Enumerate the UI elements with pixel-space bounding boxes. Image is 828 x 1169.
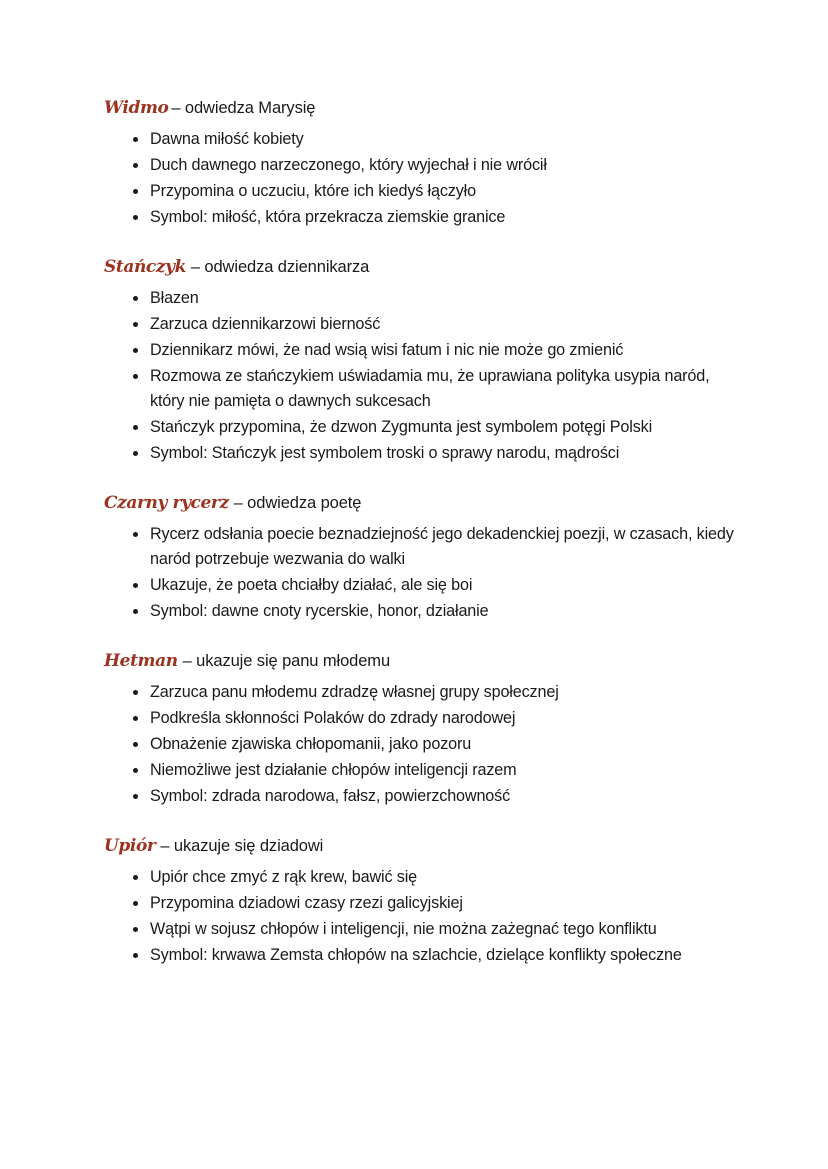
list-item: Wątpi w sojusz chłopów i inteligencji, nie można zażegnać tego konfliktu [104,917,748,942]
bullet-list [104,286,748,466]
section-title: Stańczyk [104,257,186,277]
bullet-list [104,127,748,230]
section-subtitle: – ukazuje się panu młodemu [182,652,391,670]
list-item: Symbol: Stańczyk jest symbolem troski o sprawy narodu, mądrości [104,441,748,466]
section-heading [104,490,748,515]
list-item: Dawna miłość kobiety [104,127,748,152]
list-item: Obnażenie zjawiska chłopomanii, jako pozoru [104,732,748,757]
list-item: Przypomina dziadowi czasy rzezi galicyjskiej [104,891,748,916]
section-stańczyk [104,254,748,466]
list-item: Symbol: zdrada narodowa, fałsz, powierzchowność [104,784,748,809]
bullet-list [104,865,748,968]
list-item: Rycerz odsłania poecie beznadziejność jego dekadenckiej poezji, w czasach, kiedy naród potrzebuje wezwania do walki [104,522,748,572]
section-subtitle: – ukazuje się dziadowi [160,837,324,855]
list-item: Zarzuca panu młodemu zdradzę własnej grupy społecznej [104,680,748,705]
list-item: Przypomina o uczuciu, które ich kiedyś łączyło [104,179,748,204]
section-czarny-rycerz [104,490,748,624]
section-upiór [104,833,748,968]
section-hetman [104,648,748,809]
list-item: Rozmowa ze stańczykiem uświadamia mu, że uprawiana polityka usypia naród, który nie pamięta o dawnych sukcesach [104,364,748,414]
section-title: Hetman [104,651,178,671]
section-heading [104,95,748,120]
section-heading [104,254,748,279]
list-item: Podkreśla skłonności Polaków do zdrady narodowej [104,706,748,731]
list-item: Błazen [104,286,748,311]
sections-container [104,95,748,968]
list-item: Dziennikarz mówi, że nad wsią wisi fatum i nic nie może go zmienić [104,338,748,363]
section-title: Widmo [104,98,169,118]
list-item: Niemożliwe jest działanie chłopów inteligencji razem [104,758,748,783]
section-heading [104,833,748,858]
section-title: Czarny rycerz [104,493,229,513]
list-item: Ukazuje, że poeta chciałby działać, ale się boi [104,573,748,598]
section-heading [104,648,748,673]
list-item: Upiór chce zmyć z rąk krew, bawić się [104,865,748,890]
list-item: Zarzuca dziennikarzowi bierność [104,312,748,337]
section-widmo [104,95,748,230]
section-subtitle: – odwiedza poetę [233,494,362,512]
section-title: Upiór [104,836,156,856]
list-item: Symbol: miłość, która przekracza ziemskie granice [104,205,748,230]
section-subtitle: – odwiedza dziennikarza [190,258,370,276]
list-item: Stańczyk przypomina, że dzwon Zygmunta jest symbolem potęgi Polski [104,415,748,440]
section-subtitle: – odwiedza Marysię [171,99,316,117]
bullet-list [104,522,748,624]
list-item: Symbol: dawne cnoty rycerskie, honor, działanie [104,599,748,624]
list-item: Duch dawnego narzeczonego, który wyjechał i nie wrócił [104,153,748,178]
list-item: Symbol: krwawa Zemsta chłopów na szlachcie, dzielące konflikty społeczne [104,943,748,968]
bullet-list [104,680,748,809]
